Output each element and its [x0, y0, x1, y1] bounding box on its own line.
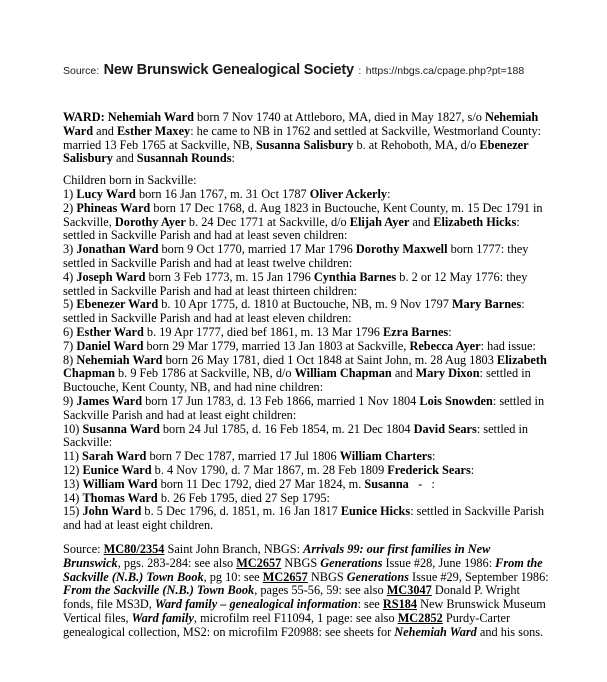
child-entry-9: 9) James Ward born 17 Jun 1783, d. 13 Feb 1866, married 1 Nov 1804 Lois Snowden: settled in Sackville Parish and had at least eight children:: [63, 393, 545, 422]
source-title: New Brunswick Genealogical Society: [103, 62, 354, 78]
family-summary-paragraph: WARD: Nehemiah Ward born 7 Nov 1740 at Attleboro, MA, died in May 1827, s/o Nehemiah Ward and Esther Maxey: he came to NB in 1762 and settled at Sackville, Westmorland County: married 13 Feb 1765 at Sackville, NB, Susanna Salisbury b. at Rehoboth, MA, d/o Ebenezer Salisbury and Susannah Rounds:: [63, 110, 542, 166]
child-entry-5: 5) Ebenezer Ward b. 10 Apr 1775, d. 1810 at Buctouche, NB, m. 9 Nov 1797 Mary Barnes: settled in Sackville Parish and had at least eleven children:: [63, 297, 525, 326]
source-header: [63, 60, 549, 81]
child-entry-12: 12) Eunice Ward b. 4 Nov 1790, d. 7 Mar 1867, m. 28 Feb 1809 Frederick Sears:: [63, 462, 475, 477]
source-label: Source:: [63, 65, 100, 77]
child-entry-1: 1) Lucy Ward born 16 Jan 1767, m. 31 Oct 1787 Oliver Ackerly:: [63, 186, 391, 201]
child-entry-4: 4) Joseph Ward born 3 Feb 1773, m. 15 Jan 1796 Cynthia Barnes b. 2 or 12 May 1776: they settled in Sackville Parish and had at least thirteen children:: [63, 269, 528, 298]
child-entry-6: 6) Esther Ward b. 19 Apr 1777, died bef 1861, m. 13 Mar 1796 Ezra Barnes:: [63, 324, 452, 339]
child-entry-10: 10) Susanna Ward born 24 Jul 1785, d. 16 Feb 1854, m. 21 Dec 1804 David Sears: settled in Sackville:: [63, 421, 529, 450]
child-entry-14: 14) Thomas Ward b. 26 Feb 1795, died 27 Sep 1795:: [63, 490, 330, 505]
source-separator: :: [358, 65, 362, 77]
child-entry-11: 11) Sarah Ward born 7 Dec 1787, married 17 Jul 1806 William Charters:: [63, 449, 436, 464]
child-entry-8: 8) Nehemiah Ward born 26 May 1781, died 1 Oct 1848 at Saint John, m. 28 Aug 1803 Elizabeth Chapman b. 9 Feb 1786 at Sackville, NB, d/o William Chapman and Mary Dixon: settled in Buctouche, Kent County, NB, and had nine children:: [63, 352, 547, 395]
child-entry-3: 3) Jonathan Ward born 9 Oct 1770, married 17 Mar 1796 Dorothy Maxwell born 1777: they settled in Sackville Parish and had at least twelve children:: [63, 242, 529, 270]
child-entry-7: 7) Daniel Ward born 29 Mar 1779, married 13 Jan 1803 at Sackville, Rebecca Ayer: had issue:: [63, 338, 536, 353]
child-entry-2: 2) Phineas Ward born 17 Dec 1768, d. Aug 1823 in Buctouche, Kent County, m. 15 Dec 1791 in Sackville, Dorothy Ayer b. 24 Dec 1771 at Sackville, d/o Elijah Ayer and Elizabeth Hicks: settled in Sackville Parish and had at least seven children:: [63, 200, 543, 243]
child-entry-15: 15) John Ward b. 5 Dec 1796, d. 1851, m. 16 Jan 1817 Eunice Hicks: settled in Sackville Parish and had at least eight children.: [63, 504, 545, 533]
source-footer-paragraph: Source: MC80/2354 Saint John Branch, NBGS: Arrivals 99: our first families in New Brunswick, pgs. 283-284: see also MC2657 NBGS Generations Issue #28, June 1986: From the Sackville (N.B.) Town Book, pg 10: see MC2657 NBGS Generations Issue #29, September 1986: From the Sackville (N.B.) Town Book, pages 55-56, 59: see also MC3047 Donald P. Wright fonds, file MS3D, Ward family – genealogical information: see RS184 New Brunswick Museum Vertical files, Ward family, microfilm reel F11094, 1 page: see also MC2852 Purdy-Carter genealogical collection, MS2: on microfilm F20988: see sheets for Nehemiah Ward and his sons.: [63, 541, 549, 639]
children-intro: Children born in Sackville:: [63, 173, 197, 188]
child-entry-13: 13) William Ward born 11 Dec 1792, died 27 Mar 1824, m. Susanna - :: [63, 476, 435, 491]
source-url: https://nbgs.ca/cpage.php?pt=188: [365, 65, 525, 77]
children-list: [63, 188, 549, 533]
